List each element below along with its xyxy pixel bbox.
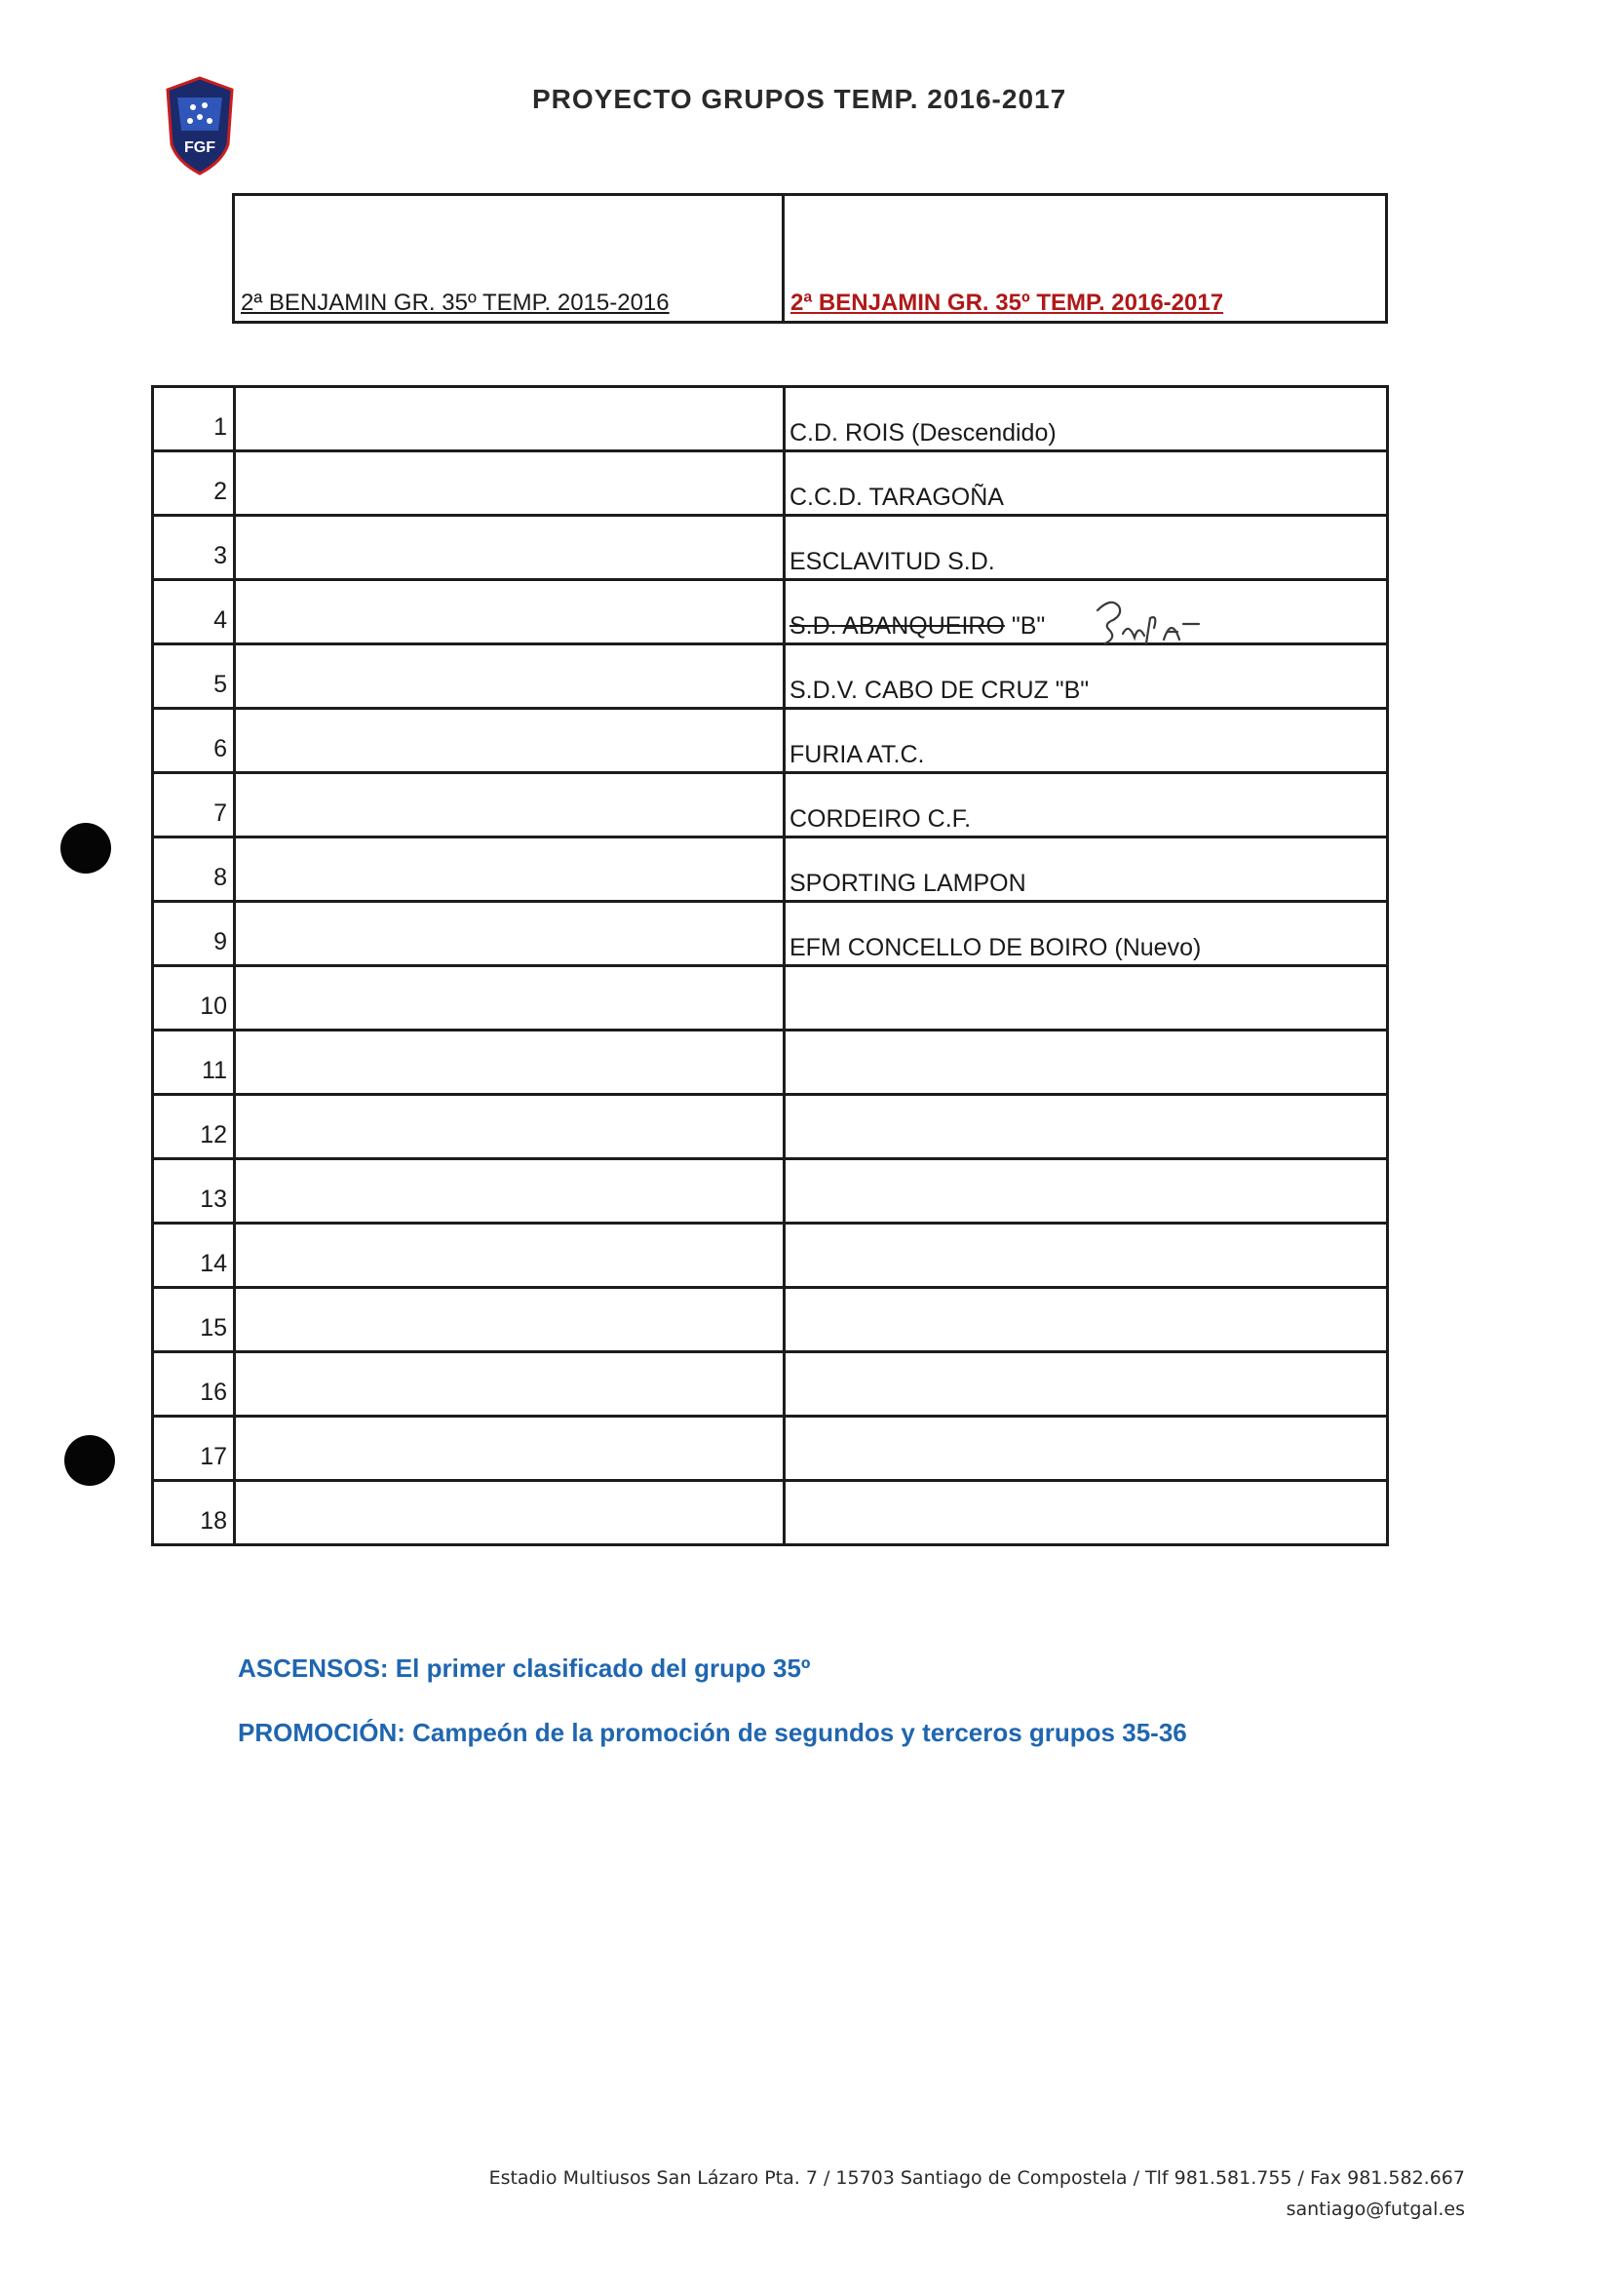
previous-team-cell — [235, 1224, 785, 1288]
previous-team-cell — [235, 709, 785, 773]
table-row — [153, 1481, 1388, 1545]
row-number: 1 — [153, 387, 235, 451]
team-name: C.D. ROIS (Descendido) — [789, 419, 1057, 447]
footer-address: Estadio Multiusos San Lázaro Pta. 7 / 15703 Santiago de Compostela / Tlf 981.581.755 / Fax 981.582.667 — [488, 2167, 1465, 2189]
ascensos-note: ASCENSOS: El primer clasificado del grupo 35º — [238, 1654, 811, 1683]
team-cell — [785, 1288, 1388, 1352]
previous-team-cell — [235, 516, 785, 580]
handwritten-signature-icon — [1090, 595, 1207, 653]
row-number: 2 — [153, 451, 235, 516]
season-header-table — [232, 193, 1388, 324]
previous-team-cell — [235, 1417, 785, 1481]
table-row — [153, 1095, 1388, 1159]
previous-team-cell — [235, 1095, 785, 1159]
row-number: 5 — [153, 644, 235, 709]
table-row — [153, 516, 1388, 580]
team-name: FURIA AT.C. — [789, 741, 925, 768]
row-number: 14 — [153, 1224, 235, 1288]
struck-team-name: S.D. ABANQUEIRO — [789, 612, 1005, 640]
punch-hole-icon — [60, 823, 111, 874]
team-cell — [785, 1159, 1388, 1224]
table-row — [153, 773, 1388, 837]
row-number: 9 — [153, 902, 235, 966]
table-row — [153, 1417, 1388, 1481]
team-cell — [785, 709, 1388, 773]
table-row — [153, 902, 1388, 966]
team-name: C.C.D. TARAGOÑA — [789, 484, 1004, 511]
team-cell — [785, 451, 1388, 516]
table-row — [153, 387, 1388, 451]
previous-team-cell — [235, 902, 785, 966]
footer-email: santiago@futgal.es — [1286, 2199, 1465, 2220]
table-row — [153, 1288, 1388, 1352]
row-number: 3 — [153, 516, 235, 580]
footer — [489, 2162, 1465, 2225]
row-number: 18 — [153, 1481, 235, 1545]
previous-team-cell — [235, 1288, 785, 1352]
team-cell — [785, 387, 1388, 451]
row-number: 16 — [153, 1352, 235, 1417]
row-number: 17 — [153, 1417, 235, 1481]
federation-logo-icon — [164, 76, 236, 177]
previous-team-cell — [235, 644, 785, 709]
table-row — [153, 837, 1388, 902]
previous-team-cell — [235, 837, 785, 902]
table-row — [153, 1031, 1388, 1095]
punch-hole-icon — [64, 1435, 115, 1486]
previous-team-cell — [235, 451, 785, 516]
svg-text:FGF: FGF — [184, 139, 215, 156]
previous-team-cell — [235, 773, 785, 837]
row-number: 10 — [153, 966, 235, 1031]
row-number: 4 — [153, 580, 235, 644]
previous-team-cell — [235, 387, 785, 451]
team-cell — [785, 580, 1388, 644]
team-cell — [785, 1352, 1388, 1417]
previous-season-label: 2ª BENJAMIN GR. 35º TEMP. 2015-2016 — [241, 290, 670, 316]
table-row — [153, 1224, 1388, 1288]
table-row — [153, 451, 1388, 516]
team-cell — [785, 1095, 1388, 1159]
promocion-note: PROMOCIÓN: Campeón de la promoción de segundos y terceros grupos 35-36 — [238, 1718, 1187, 1747]
table-row — [153, 1352, 1388, 1417]
table-row — [153, 1159, 1388, 1224]
team-cell — [785, 773, 1388, 837]
previous-team-cell — [235, 966, 785, 1031]
previous-team-cell — [235, 1481, 785, 1545]
team-cell — [785, 1481, 1388, 1545]
current-season-cell — [785, 196, 1385, 321]
group-table — [151, 385, 1389, 1546]
team-name: EFM CONCELLO DE BOIRO (Nuevo) — [789, 934, 1202, 961]
table-row — [153, 709, 1388, 773]
previous-team-cell — [235, 580, 785, 644]
row-number: 12 — [153, 1095, 235, 1159]
team-cell — [785, 902, 1388, 966]
team-name: SPORTING LAMPON — [789, 870, 1026, 897]
table-row — [153, 644, 1388, 709]
team-name: S.D.V. CABO DE CRUZ "B" — [789, 677, 1090, 704]
table-row — [153, 966, 1388, 1031]
team-name: ESCLAVITUD S.D. — [789, 548, 995, 575]
team-cell — [785, 1417, 1388, 1481]
previous-team-cell — [235, 1031, 785, 1095]
row-number: 15 — [153, 1288, 235, 1352]
team-suffix: "B" — [1004, 612, 1046, 640]
team-cell — [785, 516, 1388, 580]
row-number: 7 — [153, 773, 235, 837]
previous-season-cell — [235, 196, 785, 321]
team-cell — [785, 644, 1388, 709]
row-number: 8 — [153, 837, 235, 902]
row-number: 11 — [153, 1031, 235, 1095]
team-cell — [785, 1224, 1388, 1288]
team-name: CORDEIRO C.F. — [789, 805, 972, 833]
row-number: 6 — [153, 709, 235, 773]
previous-team-cell — [235, 1352, 785, 1417]
row-number: 13 — [153, 1159, 235, 1224]
team-cell — [785, 966, 1388, 1031]
page-title: PROYECTO GRUPOS TEMP. 2016-2017 — [532, 84, 1067, 114]
team-cell — [785, 837, 1388, 902]
current-season-label: 2ª BENJAMIN GR. 35º TEMP. 2016-2017 — [790, 290, 1224, 316]
previous-team-cell — [235, 1159, 785, 1224]
team-cell — [785, 1031, 1388, 1095]
